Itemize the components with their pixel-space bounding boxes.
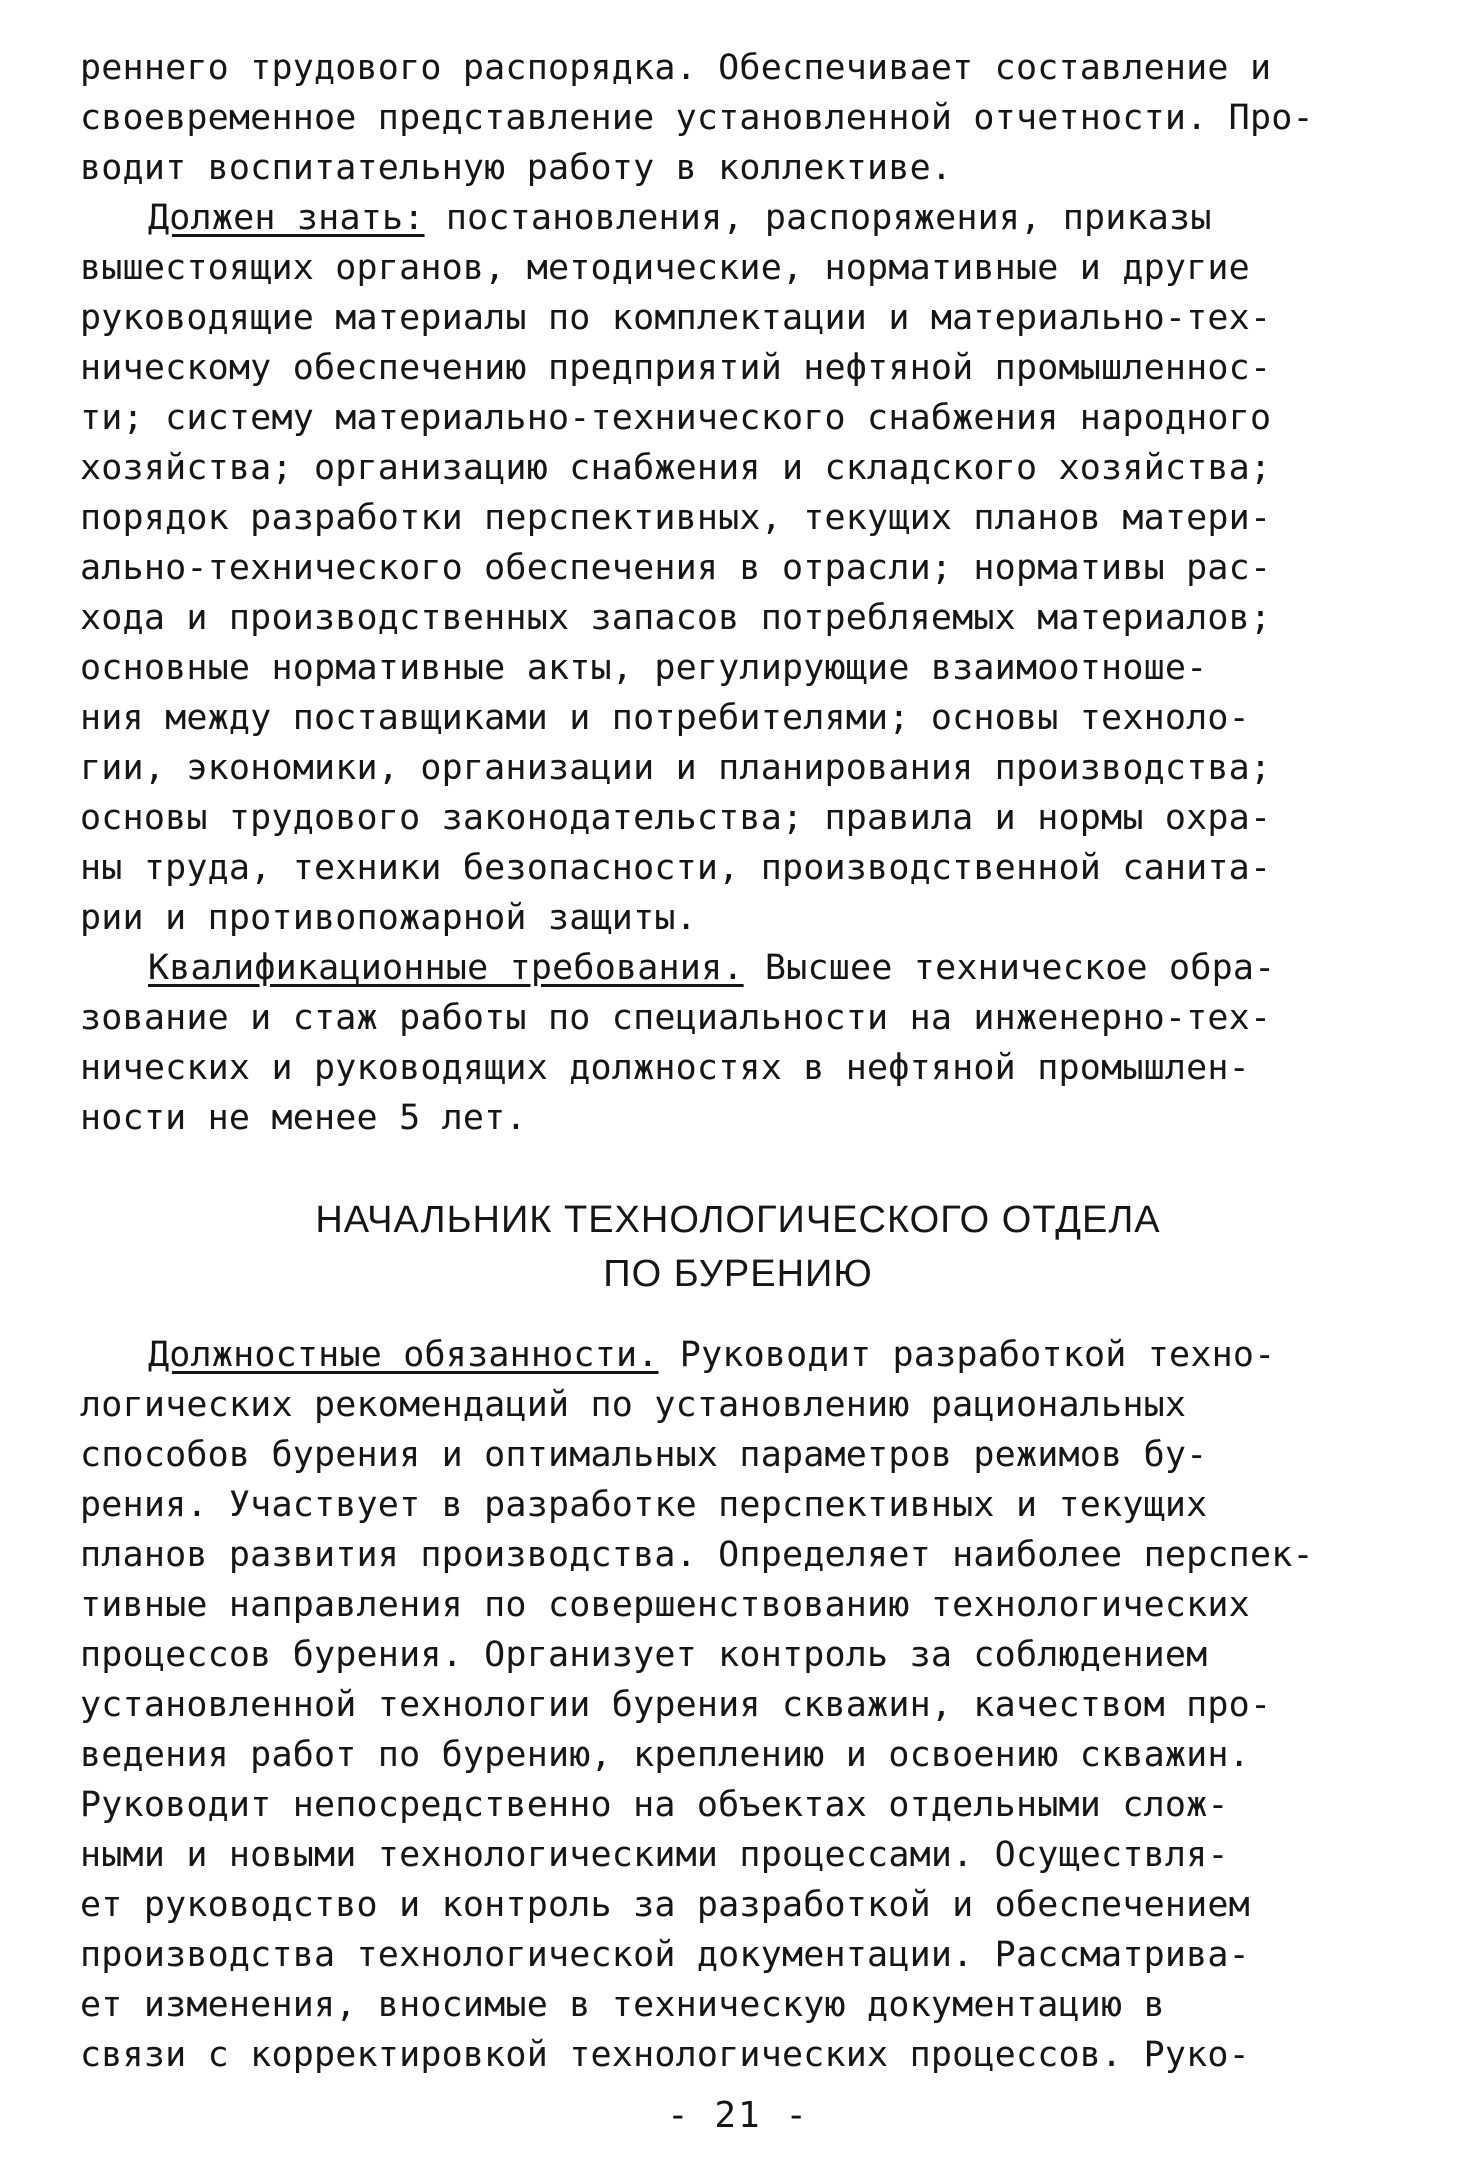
text-line: планов развития производства. Определяет наиболее перспек- xyxy=(80,1535,1314,1575)
section-label: Должен знать: xyxy=(148,198,425,238)
paragraph-first-line xyxy=(148,948,1420,988)
text-line: логических рекомендаций по установлению рациональных xyxy=(80,1385,1187,1425)
text-line: реннего трудового распорядка. Обеспечивает составление и xyxy=(80,48,1272,88)
paragraph-first-line xyxy=(148,198,1420,238)
text-line: ет изменения, вносимые в техническую документацию в xyxy=(80,1985,1165,2025)
text-line: процессов бурения. Организует контроль за соблюдением xyxy=(80,1635,1208,1675)
text-line: рии и противопожарной защиты. xyxy=(80,898,697,938)
text-line: порядок разработки перспективных, текущих планов матери- xyxy=(80,498,1272,538)
text-line: ти; систему материально-технического снабжения народного xyxy=(80,398,1272,438)
section-label: Должностные обязанности. xyxy=(148,1335,659,1375)
text-line: ния между поставщиками и потребителями; основы техноло- xyxy=(80,698,1250,738)
text-line: хозяйства; организацию снабжения и складского хозяйства; xyxy=(80,448,1272,488)
text-line: гии, экономики, организации и планирования производства; xyxy=(80,748,1272,788)
text-line: нических и руководящих должностях в нефтяной промышлен- xyxy=(80,1048,1250,1088)
text-line: ническому обеспечению предприятий нефтяной промышленнос- xyxy=(80,348,1272,388)
paragraph-first-line xyxy=(148,1335,1420,1375)
text-line: связи с корректировкой технологических процессов. Руко- xyxy=(80,2035,1250,2075)
text-line: хода и производственных запасов потребляемых материалов; xyxy=(80,598,1272,638)
page-number: - 21 - xyxy=(666,2095,810,2136)
text-line: производства технологической документации. Рассматрива- xyxy=(80,1935,1250,1975)
text-span: Руководит разработкой техно- xyxy=(658,1335,1276,1375)
text-line: ально-технического обеспечения в отрасли; нормативы рас- xyxy=(80,548,1272,588)
text-line: Руководит непосредственно на объектах отдельными слож- xyxy=(80,1785,1229,1825)
text-line: ности не менее 5 лет. xyxy=(80,1098,527,1138)
text-line: тивные направления по совершенствованию технологических xyxy=(80,1585,1250,1625)
text-line: установленной технологии бурения скважин, качеством про- xyxy=(80,1685,1272,1725)
text-line: рения. Участвует в разработке перспективных и текущих xyxy=(80,1485,1208,1525)
text-line: руководящие материалы по комплектации и материально-тех- xyxy=(80,298,1272,338)
section-heading: НАЧАЛЬНИК ТЕХНОЛОГИЧЕСКОГО ОТДЕЛА xyxy=(315,1199,1161,1241)
text-line: ными и новыми технологическими процессами. Осуществля- xyxy=(80,1835,1229,1875)
text-span: Высшее техническое обра- xyxy=(743,948,1276,988)
text-line: основные нормативные акты, регулирующие взаимоотноше- xyxy=(80,648,1208,688)
text-line: ведения работ по бурению, креплению и освоению скважин. xyxy=(80,1735,1250,1775)
text-line: ны труда, техники безопасности, производственной санита- xyxy=(80,848,1272,888)
section-label: Квалификационные требования. xyxy=(148,948,744,988)
text-line: ет руководство и контроль за разработкой и обеспечением xyxy=(80,1885,1250,1925)
text-line: своевременное представление установленной отчетности. Про- xyxy=(80,98,1314,138)
section-heading: ПО БУРЕНИЮ xyxy=(603,1253,873,1295)
text-span: постановления, распоряжения, приказы xyxy=(424,198,1212,238)
text-line: способов бурения и оптимальных параметров режимов бу- xyxy=(80,1435,1208,1475)
text-line: основы трудового законодательства; правила и нормы охра- xyxy=(80,798,1272,838)
text-line: зование и стаж работы по специальности на инженерно-тех- xyxy=(80,998,1272,1038)
text-line: водит воспитательную работу в коллективе. xyxy=(80,148,953,188)
text-line: вышестоящих органов, методические, нормативные и другие xyxy=(80,248,1250,288)
